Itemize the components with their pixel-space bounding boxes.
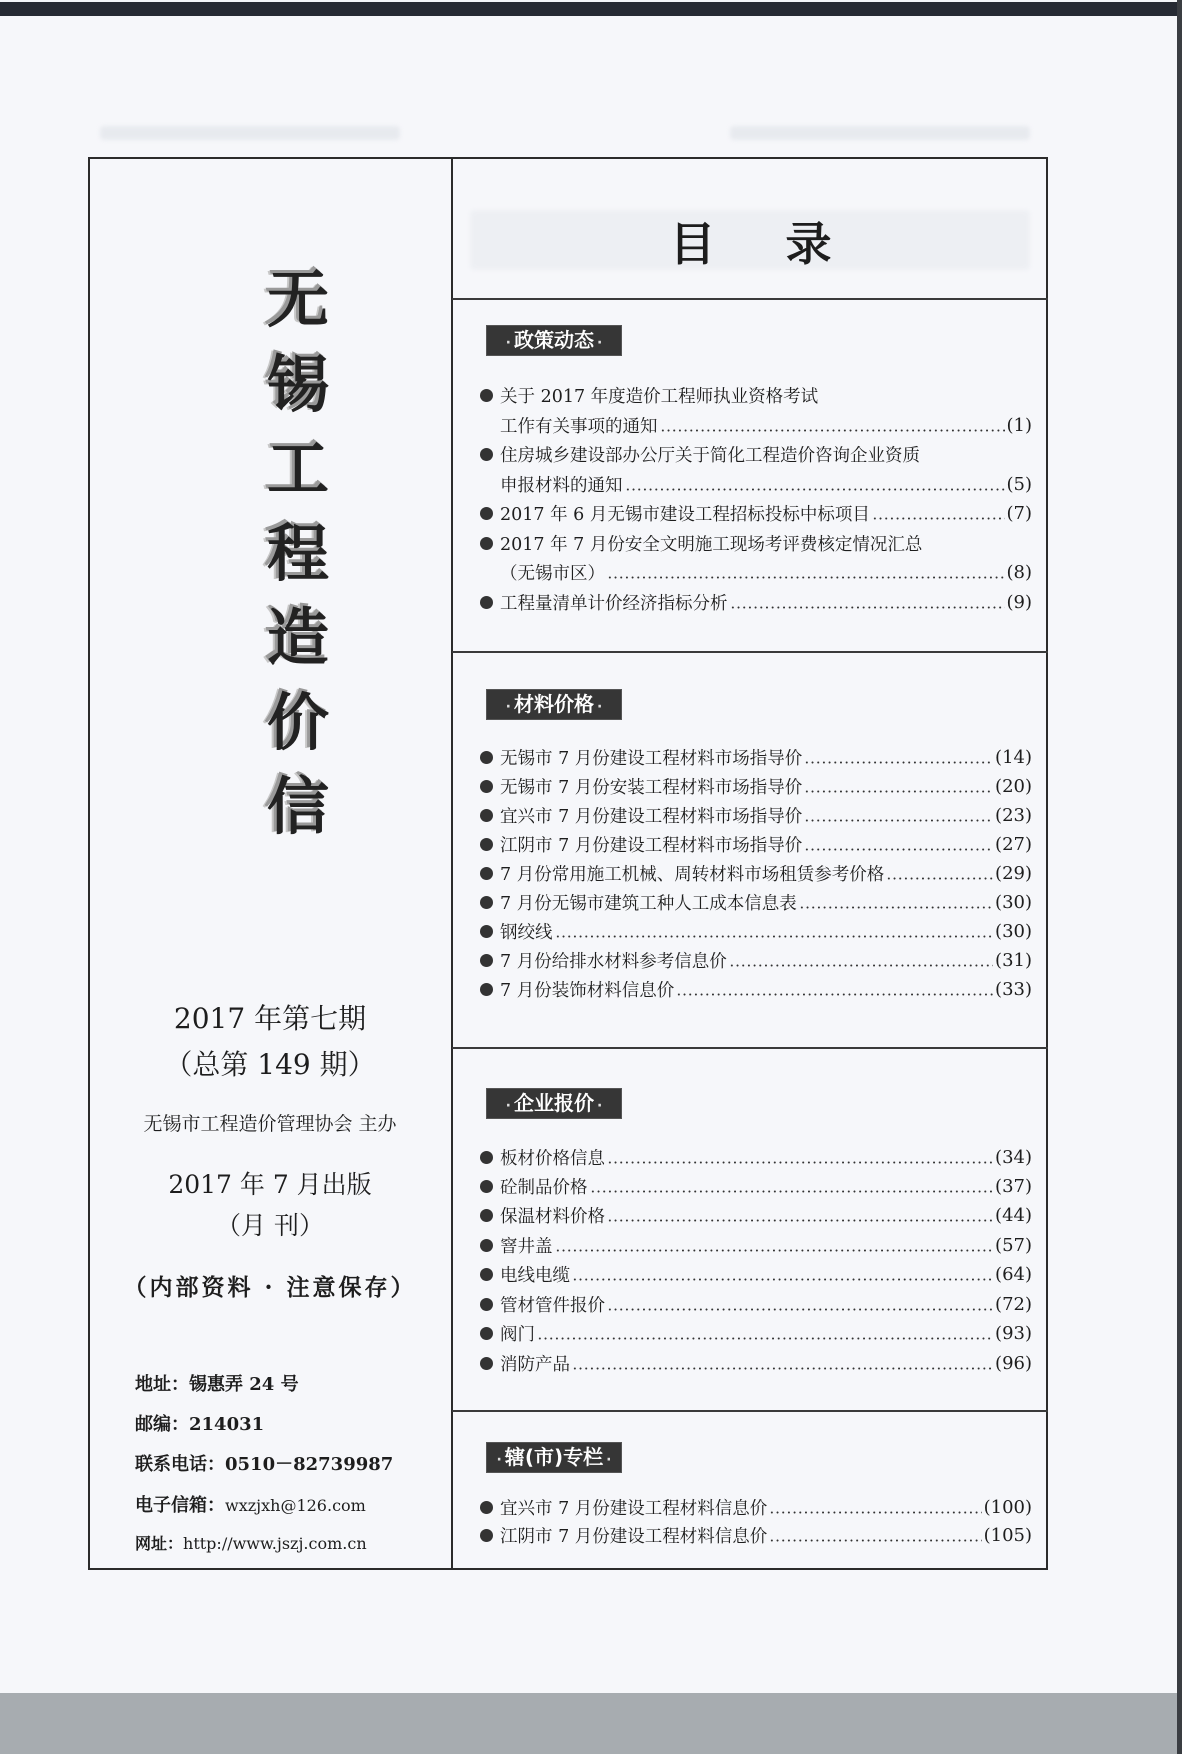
toc-entry[interactable]	[480, 744, 1032, 770]
page-number: (14)	[995, 746, 1032, 768]
issue-number: 2017 年第七期	[173, 1002, 367, 1035]
entry-title: 住房城乡建设部办公厅关于简化工程造价咨询企业资质	[500, 445, 920, 466]
dot-leader	[607, 1219, 993, 1222]
page-number: (29)	[995, 862, 1032, 884]
contact-label: 地址：	[135, 1374, 189, 1395]
bullet-icon	[480, 1239, 493, 1252]
entry-title: 宜兴市 7 月份建设工程材料市场指导价	[500, 806, 803, 827]
bullet-icon	[480, 1357, 493, 1370]
entry-title: 板材价格信息	[500, 1148, 605, 1169]
page-number: (27)	[995, 833, 1032, 855]
entry-title: 钢绞线	[500, 922, 553, 943]
toc-entry[interactable]	[480, 1350, 1032, 1376]
entry-title: 2017 年 7 月份安全文明施工现场考评费核定情况汇总	[500, 534, 923, 555]
page-number: (23)	[995, 804, 1032, 826]
page-number: (7)	[1006, 502, 1032, 524]
toc-entry[interactable]	[480, 589, 1032, 615]
toc-entry[interactable]	[480, 802, 1032, 828]
bullet-icon	[480, 389, 493, 402]
dot-leader	[590, 1190, 994, 1193]
toc-entry[interactable]	[480, 831, 1032, 857]
toc-entry[interactable]	[480, 1144, 1032, 1170]
bullet-icon	[480, 1327, 493, 1340]
dot-leader	[555, 1249, 994, 1252]
dot-leader	[804, 848, 993, 851]
bullet-icon	[480, 867, 493, 880]
toc-entry[interactable]	[480, 1173, 1032, 1199]
entry-title: 保温材料价格	[500, 1206, 605, 1227]
publisher: 无锡市工程造价管理协会 主办	[143, 1113, 397, 1135]
entry-title: 管材管件报价	[500, 1295, 605, 1316]
contact-value: wxzjxh@126.com	[225, 1496, 366, 1515]
dot-leader	[730, 606, 1005, 609]
dot-leader	[729, 964, 993, 967]
page-number: (9)	[1006, 591, 1032, 613]
bleed-through-text	[730, 126, 1030, 140]
toc-entry-continuation[interactable]	[500, 471, 1032, 497]
title-char: 锡	[266, 347, 329, 421]
bullet-icon	[480, 983, 493, 996]
bullet-icon	[480, 954, 493, 967]
entry-title: 砼制品价格	[500, 1177, 588, 1198]
bullet-icon	[480, 809, 493, 822]
bullet-icon	[480, 596, 493, 609]
publication-date: 2017 年 7 月出版	[168, 1170, 372, 1199]
page-number: (8)	[1006, 561, 1032, 583]
toc-entry[interactable]	[480, 530, 1032, 556]
dot-leader	[769, 1539, 981, 1542]
dot-leader	[555, 935, 994, 938]
section-label-text: 材料价格	[514, 692, 594, 716]
bullet-icon	[480, 1151, 493, 1164]
dot-leader	[607, 1161, 993, 1164]
contact-value: http://www.jszj.com.cn	[183, 1534, 367, 1553]
entry-title: 7 月份给排水材料参考信息价	[500, 951, 727, 972]
bullet-icon	[480, 925, 493, 938]
section-label-text: 辖(市)专栏	[504, 1445, 604, 1469]
section-divider	[452, 651, 1048, 653]
column-divider	[451, 157, 453, 1570]
title-char: 无	[266, 263, 329, 336]
bullet-icon	[480, 1501, 493, 1514]
dot-leader	[625, 488, 1005, 491]
bullet-icon	[480, 1529, 493, 1542]
page-number: (30)	[995, 891, 1032, 913]
page-number: (44)	[995, 1204, 1032, 1226]
dot-leader	[572, 1367, 993, 1370]
toc-entry[interactable]	[480, 947, 1032, 973]
entry-title: 窨井盖	[500, 1236, 553, 1257]
page-number: (33)	[995, 978, 1032, 1000]
page-number: (5)	[1006, 473, 1032, 495]
entry-title: （无锡市区）	[500, 563, 605, 584]
entry-title: 关于 2017 年度造价工程师执业资格考试	[500, 386, 819, 407]
toc-entry[interactable]	[480, 382, 1032, 408]
dot-leader	[769, 1511, 981, 1514]
contact-label: 联系电话：	[135, 1454, 225, 1475]
contact-value: 214031	[189, 1414, 265, 1435]
page-number: (93)	[995, 1322, 1032, 1344]
toc-entry[interactable]	[480, 1320, 1032, 1346]
section-divider	[452, 1047, 1048, 1049]
contact-address	[135, 1370, 299, 1396]
toc-entry[interactable]	[480, 500, 1032, 526]
toc-entry[interactable]	[480, 1261, 1032, 1287]
toc-entry[interactable]	[480, 918, 1032, 944]
entry-title: 7 月份装饰材料信息价	[500, 980, 675, 1001]
internal-notice: （内部资料 · 注意保存）	[123, 1274, 417, 1301]
entry-title: 7 月份无锡市建筑工种人工成本信息表	[500, 893, 797, 914]
page-number: (100)	[983, 1496, 1032, 1518]
contact-label: 网址：	[135, 1534, 184, 1553]
contact-label: 邮编：	[135, 1414, 189, 1435]
journal-title-vertical	[262, 258, 334, 850]
bullet-icon	[480, 751, 493, 764]
entry-title: 工作有关事项的通知	[500, 416, 658, 437]
entry-title: 消防产品	[500, 1354, 570, 1375]
contact-label: 电子信箱：	[135, 1495, 225, 1516]
dot-leader	[572, 1278, 993, 1281]
page-number: (64)	[995, 1263, 1032, 1285]
toc-entry[interactable]	[480, 773, 1032, 799]
entry-title: 阀门	[500, 1324, 535, 1345]
entry-title: 无锡市 7 月份安装工程材料市场指导价	[500, 777, 803, 798]
section-label-text: 企业报价	[514, 1091, 594, 1115]
dot-leader	[607, 1308, 993, 1311]
contact-email	[135, 1491, 366, 1517]
section-label-policy: · 政策动态 ·	[486, 325, 622, 356]
page-number: (105)	[983, 1524, 1032, 1546]
entry-title: 江阴市 7 月份建设工程材料信息价	[500, 1526, 768, 1547]
bullet-icon	[480, 838, 493, 851]
dot-leader	[607, 576, 1005, 579]
scan-right-edge	[1177, 0, 1182, 1754]
entry-title: 江阴市 7 月份建设工程材料市场指导价	[500, 835, 803, 856]
dot-leader	[804, 790, 993, 793]
contact-value: 锡惠弄 24 号	[189, 1374, 299, 1395]
dot-leader	[872, 517, 1005, 520]
scan-bottom-margin	[0, 1693, 1177, 1754]
bullet-icon	[480, 896, 493, 909]
page-number: (30)	[995, 920, 1032, 942]
page-number: (31)	[995, 949, 1032, 971]
page-number: (34)	[995, 1146, 1032, 1168]
entry-title: 2017 年 6 月无锡市建设工程招标投标中标项目	[500, 504, 870, 525]
section-label-company-quotes: · 企业报价 ·	[486, 1088, 622, 1119]
toc-entry[interactable]	[480, 860, 1032, 886]
bullet-icon	[480, 1268, 493, 1281]
page-number: (57)	[995, 1234, 1032, 1256]
section-divider	[452, 298, 1048, 300]
scan-top-edge	[0, 2, 1177, 16]
total-issue-number: （总第 149 期）	[164, 1048, 376, 1081]
toc-entry[interactable]	[480, 441, 1032, 467]
toc-entry[interactable]	[480, 976, 1032, 1002]
dot-leader	[660, 429, 1005, 432]
page-number: (72)	[995, 1293, 1032, 1315]
toc-entry[interactable]	[480, 1522, 1032, 1548]
bullet-icon	[480, 780, 493, 793]
toc-entry[interactable]	[480, 1232, 1032, 1258]
toc-entry[interactable]	[480, 1202, 1032, 1228]
entry-title: 工程量清单计价经济指标分析	[500, 593, 728, 614]
bullet-icon	[480, 1298, 493, 1311]
page-number: (1)	[1006, 414, 1032, 436]
contact-value: 0510－82739987	[225, 1454, 394, 1475]
toc-title: 目录	[669, 217, 902, 271]
title-char: 造	[266, 601, 329, 674]
entry-title: 无锡市 7 月份建设工程材料市场指导价	[500, 748, 803, 769]
title-char: 工	[266, 432, 329, 505]
bleed-through-text	[100, 126, 400, 140]
entry-title: 电线电缆	[500, 1265, 570, 1286]
toc-entry-continuation[interactable]	[500, 412, 1032, 438]
publication-frequency: （月 刊）	[216, 1211, 324, 1240]
bullet-icon	[480, 507, 493, 520]
title-char: 程	[266, 516, 329, 590]
section-divider	[452, 1410, 1048, 1412]
page-number: (96)	[995, 1352, 1032, 1374]
entry-title: 申报材料的通知	[500, 475, 623, 496]
toc-entry[interactable]	[480, 889, 1032, 915]
dot-leader	[804, 761, 993, 764]
contact-phone	[135, 1450, 393, 1476]
page-number: (37)	[995, 1175, 1032, 1197]
contact-website	[135, 1531, 367, 1554]
title-char: 信	[266, 770, 329, 843]
section-label-text: 政策动态	[514, 328, 594, 352]
dot-leader	[676, 993, 993, 996]
dot-leader	[799, 906, 993, 909]
contact-postcode	[135, 1410, 264, 1436]
dot-leader	[537, 1337, 993, 1340]
bullet-icon	[480, 1180, 493, 1193]
toc-entry-continuation[interactable]	[500, 559, 1032, 585]
entry-title: 宜兴市 7 月份建设工程材料信息价	[500, 1498, 768, 1519]
dot-leader	[804, 819, 993, 822]
entry-title: 7 月份常用施工机械、周转材料市场租赁参考价格	[500, 864, 885, 885]
bullet-icon	[480, 1209, 493, 1222]
section-label-county-column: · 辖(市)专栏 ·	[486, 1442, 622, 1473]
toc-entry[interactable]	[480, 1291, 1032, 1317]
section-label-material-prices: · 材料价格 ·	[486, 689, 622, 720]
bullet-icon	[480, 537, 493, 550]
page-number: (20)	[995, 775, 1032, 797]
title-char: 价	[266, 685, 329, 759]
dot-leader	[886, 877, 993, 880]
toc-entry[interactable]	[480, 1494, 1032, 1520]
bullet-icon	[480, 448, 493, 461]
